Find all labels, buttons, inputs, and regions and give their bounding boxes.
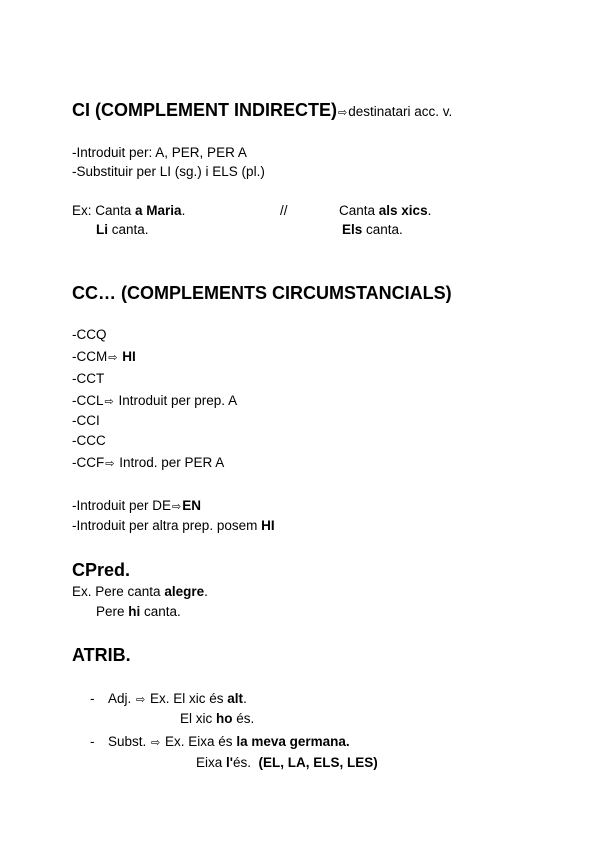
ci-line-substituir: -Substituir per LI (sg.) i ELS (pl.) [72,164,265,179]
ci-example-1: Ex: Canta a Maria. [72,203,186,218]
arrow-icon: ⇨ [172,501,182,513]
arrow-icon: ⇨ [105,458,115,470]
ci-heading: CI (COMPLEMENT INDIRECTE)⇨destinatari acc. v. [72,100,453,120]
cc-item-ccf: -CCF⇨ Introd. per PER A [72,455,225,470]
cc-line-de: -Introduit per DE⇨EN [72,498,202,513]
cc-item-cci: -CCI [72,413,100,428]
cpred-heading: CPred. [72,560,131,580]
cc-line-altra: -Introduit per altra prep. posem HI [72,518,275,533]
cc-heading: CC… (COMPLEMENTS CIRCUMSTANCIALS) [72,283,452,303]
cc-item-ccq: -CCQ [72,327,107,342]
atrib-subst-substitution: Eixa l'és. (EL, LA, ELS, LES) [196,755,378,770]
atrib-adj-example: Adj. ⇨ Ex. El xic és alt. [108,691,247,706]
atrib-heading: ATRIB. [72,645,131,665]
bullet-subst: - [90,734,95,749]
bullet-adj: - [90,691,95,706]
cpred-substitution: Pere hi canta. [96,604,181,619]
cc-item-cct: -CCT [72,371,105,386]
atrib-subst-example: Subst. ⇨ Ex. Eixa és la meva germana. [108,734,350,749]
cpred-example: Ex. Pere canta alegre. [72,584,208,599]
cc-item-ccl: -CCL⇨ Introduit per prep. A [72,393,238,408]
arrow-icon: ⇨ [136,694,146,706]
ci-separator: // [280,203,288,218]
ci-example-2: Canta als xics. [339,203,432,218]
ci-substitution-2: Els canta. [342,222,403,237]
arrow-icon: ⇨ [338,107,348,119]
ci-substitution-1: Li canta. [96,222,149,237]
arrow-icon: ⇨ [104,396,114,408]
cc-item-ccc: -CCC [72,433,106,448]
arrow-icon: ⇨ [151,737,161,749]
arrow-icon: ⇨ [108,352,118,364]
ci-line-introduit: -Introduit per: A, PER, PER A [72,145,247,160]
atrib-adj-substitution: El xic ho és. [180,711,255,726]
cc-item-ccm: -CCM⇨ HI [72,349,136,364]
